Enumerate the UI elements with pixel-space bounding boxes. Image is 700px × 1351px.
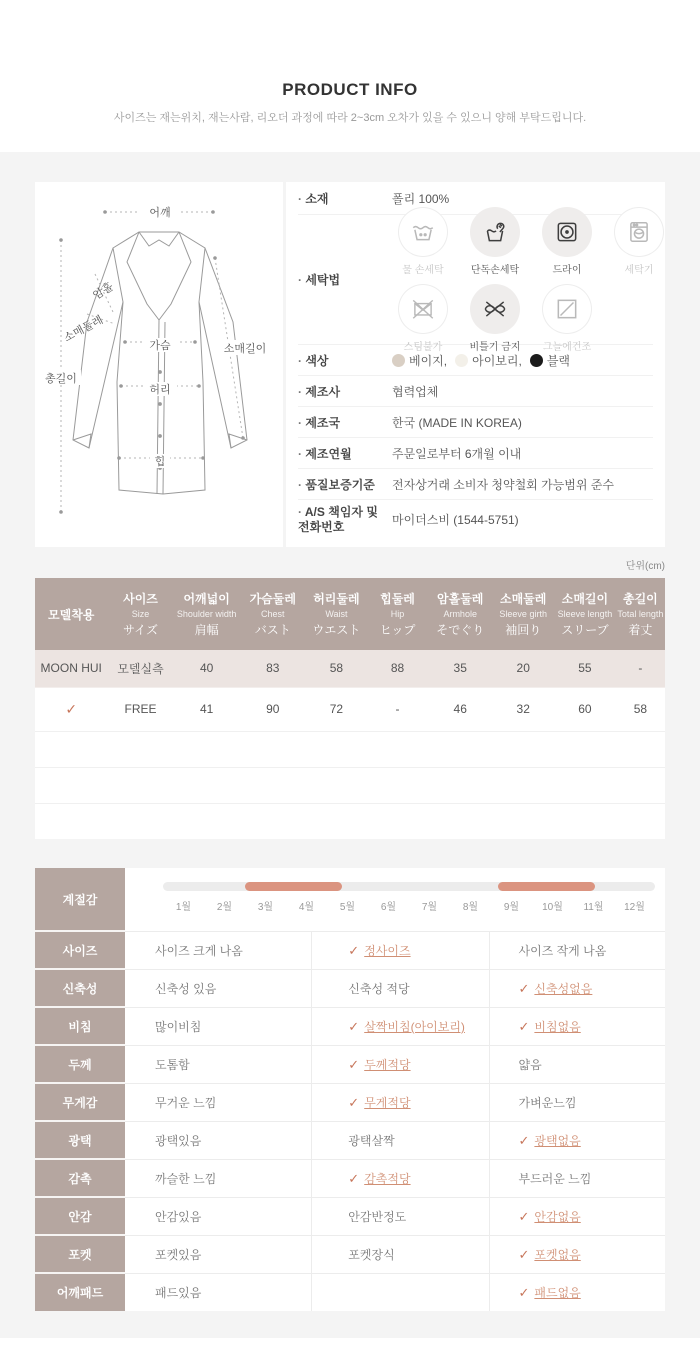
- col-waist: 허리둘레 Waist ウエスト: [306, 578, 367, 650]
- attr-row-weight: 무게감 무거운 느낌 ✓ 무게적당 가벼운느낌: [35, 1084, 665, 1122]
- col-shoulder: 어깨넓이 Shoulder width 肩幅: [174, 578, 240, 650]
- size-row-free: ✓ FREE 41 90 72 - 46 32 60 58: [35, 687, 665, 731]
- diagram-label-sleeve-girth: 소매둘레: [62, 314, 106, 345]
- col-total-length: 총길이 Total length 着丈: [616, 578, 665, 650]
- size-table-header: [35, 578, 665, 650]
- no-wring-icon: [470, 284, 520, 334]
- hand-wash-only-icon: [470, 207, 520, 257]
- detail-label: · 소재: [298, 190, 392, 207]
- check-icon: ✓: [65, 700, 78, 717]
- diagram-label-total-length: 총길이: [45, 373, 77, 385]
- detail-row-date: · 제조연월 주문일로부터 6개월 이내: [298, 438, 653, 469]
- color-name: 베이지,: [409, 353, 448, 368]
- attr-row-lining: 안감 안감있음 안감반정도 ✓ 안감없음: [35, 1198, 665, 1236]
- dry-clean-icon: [542, 207, 592, 257]
- check-icon: ✓: [348, 942, 360, 958]
- color-name: 블랙: [546, 353, 571, 368]
- detail-label: · 세탁법: [298, 271, 392, 288]
- wash-item-no-steam: 스팀불가: [392, 284, 454, 353]
- detail-row-washing: [298, 215, 654, 353]
- wash-item-washing-machine: 세탁기: [608, 207, 665, 276]
- attr-row-shoulder-pad: 어깨패드 패드있음 ✓ 패드없음: [35, 1274, 665, 1311]
- check-icon: ✓: [348, 1018, 360, 1034]
- diagram-label-chest: 가슴: [149, 340, 171, 352]
- check-icon: ✓: [518, 1246, 530, 1262]
- color-name: 아이보리,: [472, 353, 522, 368]
- wash-item-dry-clean: 드라이: [536, 207, 598, 276]
- detail-row-warranty: · 품질보증기준 전자상거래 소비자 청약철회 가능범위 준수: [298, 469, 653, 500]
- attr-label-season: 계절감: [35, 868, 125, 932]
- detail-value: 폴리 100%: [392, 191, 450, 206]
- diagram-label-sleeve-length: 소매길이: [223, 343, 267, 355]
- check-icon: ✓: [348, 1056, 360, 1072]
- col-chest: 가슴둘레 Chest バスト: [240, 578, 306, 650]
- season-highlight-spring: [245, 882, 342, 891]
- attr-row-thickness: 두께 도톰함 ✓ 두께적당 얇음: [35, 1046, 665, 1084]
- shirt-measurement-diagram: [35, 182, 283, 547]
- attr-row-stretch: 신축성 신축성 있음 신축성 적당 ✓ 신축성없음: [35, 970, 665, 1008]
- ivory-color-dot: [455, 354, 468, 367]
- page-title: PRODUCT INFO: [282, 80, 418, 99]
- black-color-dot: [530, 354, 543, 367]
- check-icon: ✓: [348, 1094, 360, 1110]
- shade-dry-icon: [542, 284, 592, 334]
- page-subtitle: 사이즈는 재는위치, 재는사람, 리오더 과정에 따라 2~3cm 오차가 있을 수 있으니 양해 부탁드립니다.: [113, 112, 587, 124]
- col-size: 사이즈 Size サイズ: [107, 578, 173, 650]
- wash-item-shade-dry: 그늘에건조: [536, 284, 598, 353]
- page-header: [0, 0, 700, 125]
- attr-row-texture: 감촉 까슬한 느낌 ✓ 감촉적당 부드러운 느낌: [35, 1160, 665, 1198]
- product-info-section: [0, 152, 700, 1338]
- attr-row-sheer: 비침 많이비침 ✓ 살짝비침(아이보리) ✓ 비침없음: [35, 1008, 665, 1046]
- attr-row-pocket: 포켓 포켓있음 포켓장식 ✓ 포켓없음: [35, 1236, 665, 1274]
- beige-color-dot: [392, 354, 405, 367]
- diagram-label-waist: 허리: [149, 384, 171, 396]
- col-sleeve-length: 소매길이 Sleeve length スリーブ: [554, 578, 616, 650]
- size-table: [35, 578, 665, 839]
- detail-label: · 색상: [298, 352, 392, 369]
- wash-item-hand-wash-water: 물 손세탁: [392, 207, 454, 276]
- wash-icon-grid: [392, 207, 665, 353]
- month-labels: 1월 2월 3월 4월 5월 6월 7월 8월 9월 10월 11월 12월: [175, 902, 645, 913]
- diagram-label-shoulder: 어깨: [149, 207, 171, 219]
- size-row-empty: [35, 767, 665, 803]
- detail-row-as-contact: · A/S 책임자 및 전화번호 마이더스비 (1544-5751): [298, 500, 653, 539]
- detail-row-manufacturer: · 제조사 협력업체: [298, 376, 653, 407]
- check-icon: ✓: [518, 1208, 530, 1224]
- check-icon: ✓: [518, 980, 530, 996]
- col-hip: 힙둘레 Hip ヒップ: [367, 578, 428, 650]
- wash-item-hand-wash-only: 단독손세탁: [464, 207, 526, 276]
- check-icon: ✓: [518, 1018, 530, 1034]
- check-icon: ✓: [518, 1284, 530, 1300]
- col-model: 모델착용: [35, 578, 107, 650]
- col-sleeve-girth: 소매둘레 Sleeve girth 袖回り: [492, 578, 554, 650]
- diagram-label-hip: 힙: [154, 456, 166, 468]
- size-row-model: MOON HUI 모델실측 40 83 58 88 35 20 55 -: [35, 650, 665, 687]
- attr-row-size: 사이즈 사이즈 크게 나옴 ✓ 정사이즈 사이즈 작게 나옴: [35, 932, 665, 970]
- season-bar: [163, 882, 655, 891]
- check-icon: ✓: [518, 1132, 530, 1148]
- unit-label: 단위(cm): [625, 561, 665, 572]
- color-options: [392, 352, 570, 369]
- diagram-label-armhole: 암홀: [91, 280, 116, 303]
- product-details-card: [286, 182, 665, 547]
- no-steam-icon: [398, 284, 448, 334]
- detail-row-country: · 제조국 한국 (MADE IN KOREA): [298, 407, 653, 438]
- season-highlight-fall: [498, 882, 595, 891]
- size-row-empty: [35, 803, 665, 839]
- wash-item-no-wring: 비틀기 금지: [464, 284, 526, 353]
- attribute-table: [35, 868, 665, 1311]
- col-armhole: 암홀둘레 Armhole そでぐり: [428, 578, 492, 650]
- measurement-diagram-card: [35, 182, 283, 547]
- size-row-empty: [35, 731, 665, 767]
- washing-machine-icon: [614, 207, 664, 257]
- season-row: [35, 868, 665, 932]
- hand-wash-water-icon: [398, 207, 448, 257]
- season-chart: [125, 868, 665, 932]
- attr-row-gloss: 광택 광택있음 광택살짝 ✓ 광택없음: [35, 1122, 665, 1160]
- check-icon: ✓: [348, 1170, 360, 1186]
